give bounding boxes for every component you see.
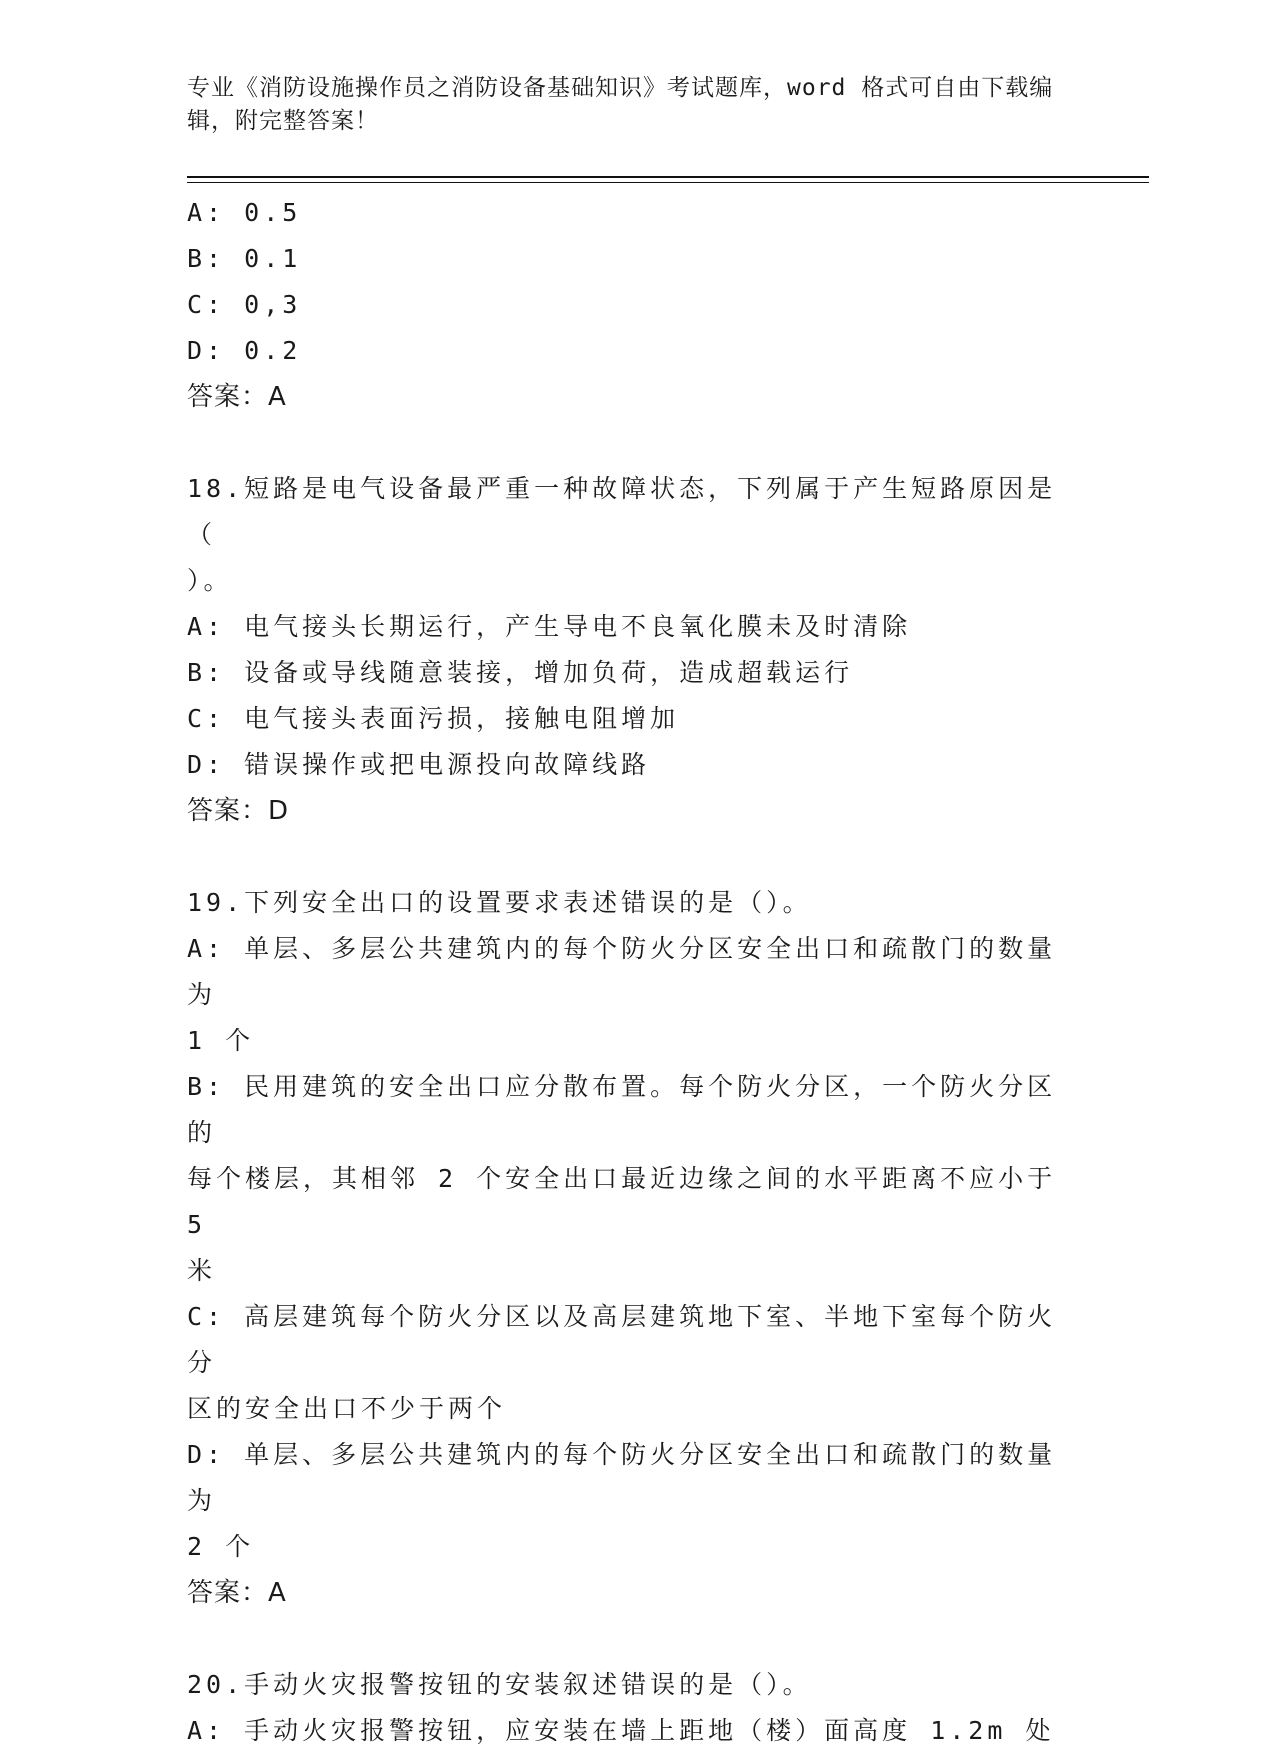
answer-line: 答案：A	[187, 1578, 287, 1608]
header-divider-thin	[187, 182, 1149, 183]
spacer	[187, 1616, 1077, 1662]
question-18-block	[187, 466, 1077, 834]
question-list	[187, 190, 1077, 1754]
answer-line: 答案：D	[187, 796, 290, 826]
question-stem: 20.手动火灾报警按钮的安装叙述错误的是（）。	[187, 1670, 812, 1699]
option-a: A: 手动火灾报警按钮，应安装在墙上距地（楼）面高度 1.2m 处	[187, 1716, 1055, 1745]
question-stem: 19.下列安全出口的设置要求表述错误的是（）。	[187, 888, 812, 917]
option-c: C: 电气接头表面污损，接触电阻增加	[187, 704, 680, 733]
question-19-block	[187, 880, 1077, 1616]
option-d: D: 0.2	[187, 336, 302, 365]
spacer	[187, 420, 1077, 466]
option-c: C: 高层建筑每个防火分区以及高层建筑地下室、半地下室每个防火分	[187, 1302, 1057, 1377]
option-a: A: 电气接头长期运行，产生导电不良氧化膜未及时清除	[187, 612, 912, 641]
option-b: B: 民用建筑的安全出口应分散布置。每个防火分区，一个防火分区的	[187, 1072, 1057, 1147]
option-a-continued: 1 个	[187, 1026, 255, 1055]
question-stem-continued: ）。	[187, 566, 233, 595]
question-stem: 18.短路是电气设备最严重一种故障状态，下列属于产生短路原因是（	[187, 474, 1057, 549]
header-line-2: 辑，附完整答案！	[187, 108, 379, 134]
option-b-continued-2: 米	[187, 1256, 217, 1285]
option-b-continued: 每个楼层，其相邻 2 个安全出口最近边缘之间的水平距离不应小于 5	[187, 1164, 1076, 1239]
question-20-block	[187, 1662, 1077, 1754]
option-b: B: 设备或导线随意装接，增加负荷，造成超载运行	[187, 658, 854, 687]
option-d: D: 错误操作或把电源投向故障线路	[187, 750, 651, 779]
option-c-continued: 区的安全出口不少于两个	[187, 1394, 507, 1423]
option-d-continued: 2 个	[187, 1532, 255, 1561]
option-a: A: 0.5	[187, 198, 302, 227]
answer-line: 答案：A	[187, 382, 287, 412]
header-divider-thick	[187, 176, 1149, 178]
spacer	[187, 834, 1077, 880]
question-17-block	[187, 190, 1077, 420]
option-b: B: 0.1	[187, 244, 302, 273]
document-header	[187, 72, 1067, 138]
option-a: A: 单层、多层公共建筑内的每个防火分区安全出口和疏散门的数量为	[187, 934, 1057, 1009]
option-d: D: 单层、多层公共建筑内的每个防火分区安全出口和疏散门的数量为	[187, 1440, 1057, 1515]
header-line-1: 专业《消防设施操作员之消防设备基础知识》考试题库，word 格式可自由下载编	[187, 75, 1054, 101]
option-c: C: 0,3	[187, 290, 302, 319]
